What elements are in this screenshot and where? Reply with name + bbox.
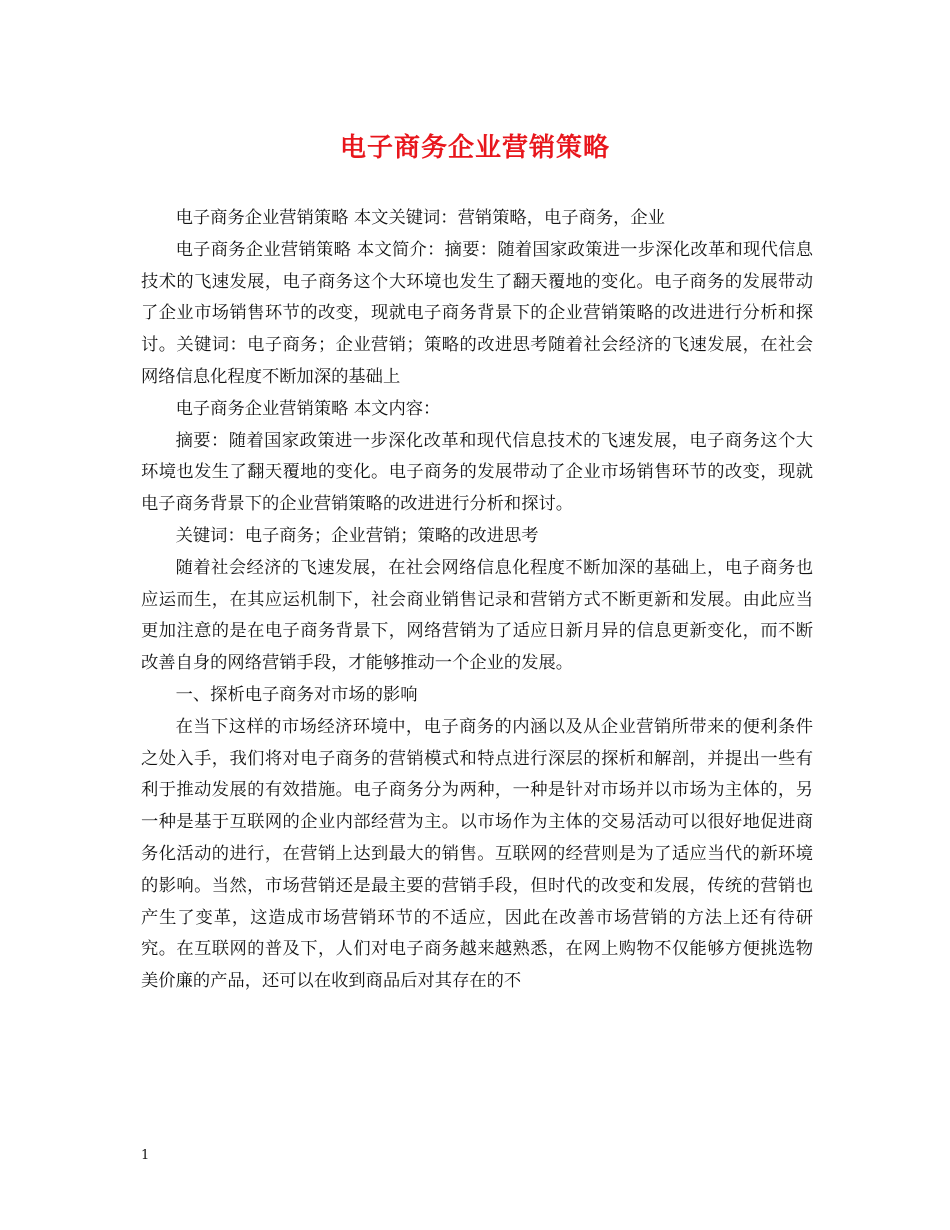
paragraph-summary: 电子商务企业营销策略 本文简介：摘要：随着国家政策进一步深化改革和现代信息技术的飞速发展，电子商务这个大环境也发生了翻天覆地的变化。电子商务的发展带动了企业市场销售环节的改变，现就电子商务背景下的企业营销策略的改进进行分析和探讨。关键词：电子商务；企业营销；策略的改进思考随着社会经济的飞速发展，在社会网络信息化程度不断加深的基础上 <box>141 239 813 387</box>
paragraph-keywords: 关键词：电子商务；企业营销；策略的改进思考 <box>175 525 539 546</box>
document-title: 电子商务企业营销策略 <box>339 133 610 163</box>
paragraph-keywords-line: 电子商务企业营销策略 本文关键词：营销策略，电子商务，企业 <box>175 208 665 228</box>
paragraph-section-body: 在当下这样的市场经济环境中，电子商务的内涵以及从企业营销所带来的便利条件之处入手，我们将对电子商务的营销模式和特点进行深层的探析和解剖，并提出一些有利于推动发展的有效措施。电子商务分为两种，一种是针对市场并以市场为主体的，另一种是基于互联网的企业内部经营为主。以市场作为主体的交易活动可以很好地促进商务化活动的进行，在营销上达到最大的销售。互联网的经营则是为了适应当代的新环境的影响。当然，市场营销还是最主要的营销手段，但时代的改变和发展，传统的营销也产生了变革，这造成市场营销环节的不适应，因此在改善市场营销的方法上还有待研究。在互联网的普及下，人们对电子商务越来越熟悉，在网上购物不仅能够方便挑选物美价廉的产品，还可以在收到商品后对其存在的不 <box>141 716 813 992</box>
document-body <box>141 203 813 998</box>
paragraph-intro: 随着社会经济的飞速发展，在社会网络信息化程度不断加深的基础上，电子商务也应运而生，在其应运机制下，社会商业销售记录和营销方式不断更新和发展。由此应当更加注意的是在电子商务背景下，网络营销为了适应日新月异的信息更新变化，而不断改善自身的网络营销手段，才能够推动一个企业的发展。 <box>141 557 813 674</box>
paragraph-abstract: 摘要：随着国家政策进一步深化改革和现代信息技术的飞速发展，电子商务这个大环境也发生了翻天覆地的变化。电子商务的发展带动了企业市场销售环节的改变，现就电子商务背景下的企业营销策略的改进进行分析和探讨。 <box>141 430 813 515</box>
paragraph-content-label: 电子商务企业营销策略 本文内容： <box>175 398 441 419</box>
section-heading: 一、探析电子商务对市场的影响 <box>175 684 418 705</box>
page-number: 1 <box>141 1148 150 1163</box>
